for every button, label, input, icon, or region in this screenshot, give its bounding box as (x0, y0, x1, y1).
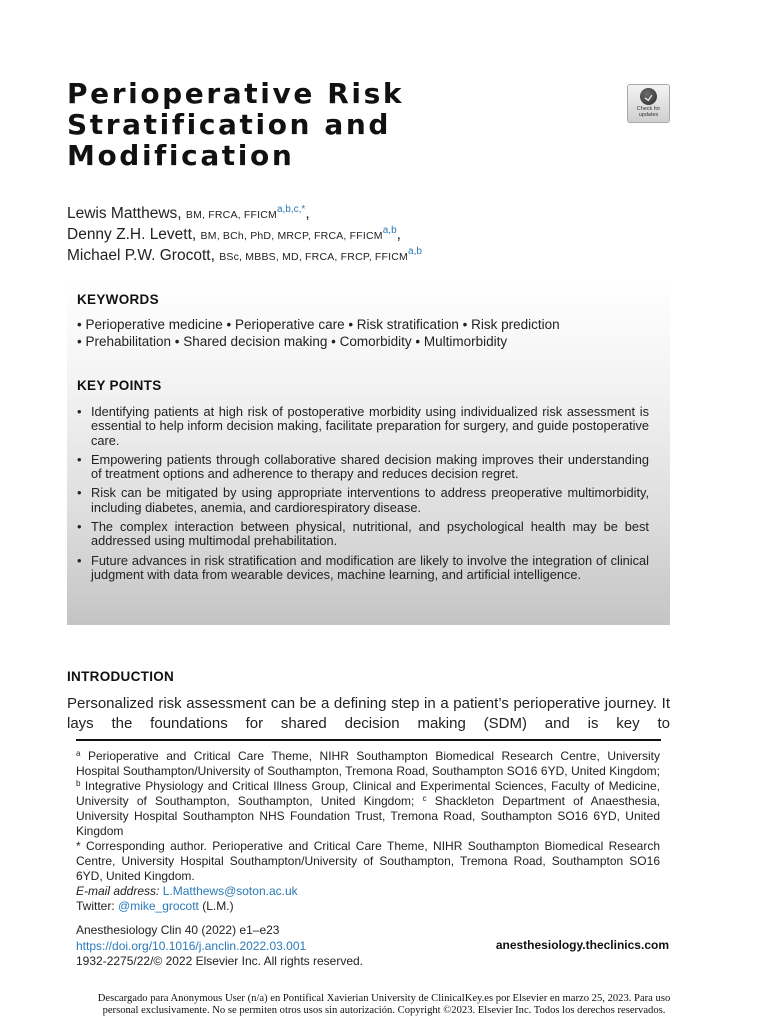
affiliation-b: Integrative Physiology and Critical Illness Group, Clinical and Experimental Sciences, Faculty of Medicine, University of Southampton, Southampton, United Kingdom; (76, 779, 660, 808)
key-point: • Risk can be mitigated by using appropriate interventions to address preoperative multimorbidity, including diabetes, anemia, and cardiorespiratory disease. (77, 486, 649, 515)
author-list (67, 204, 422, 267)
email-label: E-mail address: (76, 884, 160, 898)
check-for-updates-button[interactable] (627, 84, 670, 123)
author-separator: , (305, 205, 310, 222)
download-notice (0, 993, 768, 1017)
key-points-list (77, 405, 649, 587)
keywords-keypoints-box (67, 280, 670, 625)
author (67, 246, 422, 267)
badge-label: Check for (636, 106, 661, 112)
key-point: • The complex interaction between physical, nutritional, and psychological health may be best addressed using multimodal prehabilitation. (77, 520, 649, 549)
author-name: Lewis Matthews, (67, 205, 182, 222)
key-points-heading: KEY POINTS (77, 378, 162, 393)
keywords-line: • Prehabilitation • Shared decision making • Comorbidity • Multimorbidity (77, 334, 508, 349)
affiliation-c: Shackleton Department of Anaesthesia, University Hospital Southampton NHS Foundation Trust, Tremona Road, Southampton SO16 6YD, United Kingdom (76, 794, 660, 838)
title-line: Stratification and (67, 108, 392, 141)
keywords-list (77, 316, 560, 350)
affiliations-footnote (76, 749, 660, 914)
doi-link[interactable]: https://doi.org/10.1016/j.anclin.2022.03.001 (76, 938, 307, 953)
author (67, 225, 422, 246)
download-notice-line: personal exclusivamente. No se permiten otros usos sin autorización. Copyright ©2023. Elsevier Inc. Todos los derechos reservados. (102, 1005, 666, 1016)
affiliation-marker[interactable]: a,b (382, 225, 397, 236)
journal-citation: Anesthesiology Clin 40 (2022) e1–e23 (76, 923, 280, 937)
author (67, 204, 422, 225)
article-title (67, 78, 487, 171)
keywords-heading: KEYWORDS (77, 292, 159, 307)
twitter-label: Twitter: (76, 899, 115, 913)
affiliation-marker: b (76, 779, 81, 788)
key-point: • Empowering patients through collaborative shared decision making improves their understanding of treatment options and adherence to therapy and reduces decision regret. (77, 453, 649, 482)
copyright-line: 1932-2275/22/© 2022 Elsevier Inc. All rights reserved. (76, 954, 364, 968)
check-updates-icon (640, 88, 657, 105)
journal-info (76, 923, 363, 970)
author-degrees: BSc, MBBS, MD, FRCA, FRCP, FFICM (219, 251, 409, 263)
author-degrees: BM, BCh, PhD, MRCP, FRCA, FFICM (200, 230, 383, 242)
key-point: • Future advances in risk stratification and modification are likely to involve the integration of clinical judgment with data from wearable devices, machine learning, and artificial intelligence. (77, 554, 649, 583)
introduction-paragraph: Personalized risk assessment can be a defining step in a patient’s perioperative journey. It lays the foundations for shared decision making (SDM) and is key to (67, 695, 670, 732)
corresponding-author: * Corresponding author. Perioperative and Critical Care Theme, NIHR Southampton Biomedical Research Centre, University Hospital Southampton/University of Southampton, Tremona Road, Southampton SO16 6YD, United Kingdom. (76, 839, 660, 883)
author-separator: , (396, 226, 401, 243)
introduction-heading: INTRODUCTION (67, 669, 175, 684)
author-name: Michael P.W. Grocott, (67, 247, 215, 264)
affiliation-marker[interactable]: a,b,c,* (276, 204, 306, 215)
key-point: • Identifying patients at high risk of postoperative morbidity using individualized risk assessment is essential to help inform decision making, facilitate preparation for surgery, and guide postoperative care. (77, 405, 649, 448)
twitter-suffix: (L.M.) (202, 899, 234, 913)
footnote-divider (76, 739, 661, 741)
twitter-link[interactable]: @mike_grocott (118, 899, 199, 913)
title-line: Perioperative Risk (67, 77, 405, 110)
title-line: Modification (67, 139, 295, 172)
keywords-line: • Perioperative medicine • Perioperative care • Risk stratification • Risk prediction (77, 317, 560, 332)
affiliation-text (76, 749, 660, 839)
author-degrees: BM, FRCA, FFICM (185, 209, 277, 221)
download-notice-line: Descargado para Anonymous User (n/a) en Pontifical Xavierian University de ClinicalKey.es por Elsevier en marzo 25, 2023. Para uso (97, 993, 671, 1004)
email-link[interactable]: L.Matthews@soton.ac.uk (162, 884, 298, 898)
author-name: Denny Z.H. Levett, (67, 226, 197, 243)
affiliation-marker: c (422, 794, 427, 803)
email-line (76, 884, 660, 899)
affiliation-marker: a (76, 749, 81, 758)
affiliation-a: Perioperative and Critical Care Theme, NIHR Southampton Biomedical Research Centre, University Hospital Southampton/University of Southampton, Tremona Road, Southampton SO16 6YD, United Kingdom; (76, 749, 660, 778)
twitter-line (76, 899, 660, 914)
journal-website: anesthesiology.theclinics.com (495, 938, 669, 952)
affiliation-marker[interactable]: a,b (408, 246, 422, 257)
badge-label: updates (638, 112, 659, 118)
